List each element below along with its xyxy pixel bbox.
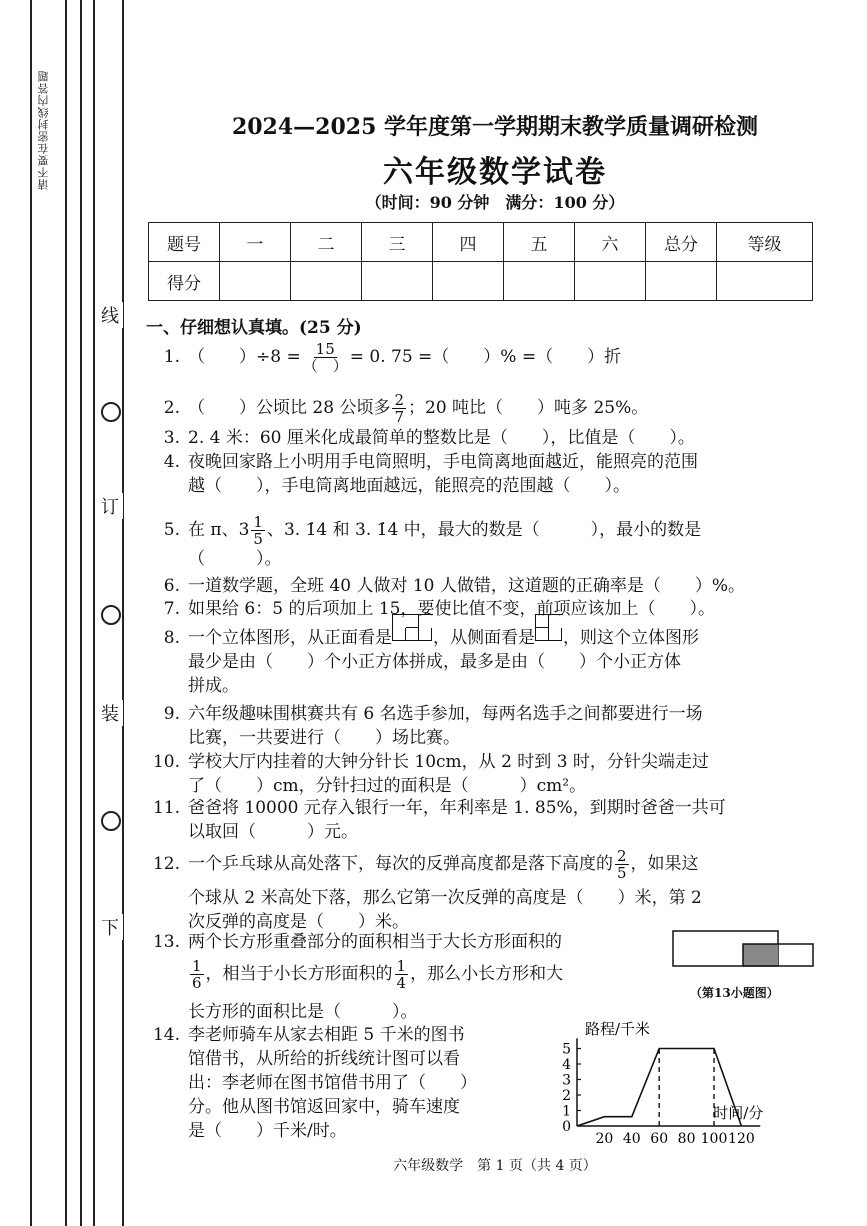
question-text: 2. 4 米：60 厘米化成最简单的整数比是（ ），比值是（ ）。 (188, 428, 695, 448)
x-axis-label: 时间/分 (713, 1104, 764, 1122)
question-13-cont (150, 958, 563, 991)
question-text: 比赛，一共要进行（ ）场比赛。 (188, 728, 460, 748)
score-table-cell: 得分 (149, 262, 220, 301)
question-number: 2. (163, 398, 180, 418)
question-text: 最少是由（ ）个小正方体拼成，最多是由（ ）个小正方体 (188, 652, 681, 672)
fraction-numerator: 1 (192, 957, 202, 975)
margin-note: 请不要在密封线内答题 (37, 70, 50, 190)
question-text: ，那么小长方形和大 (410, 964, 564, 984)
fraction (303, 341, 348, 374)
score-table-blank[interactable] (220, 262, 291, 301)
binding-line-1 (30, 0, 32, 1226)
question-9 (150, 702, 703, 750)
fraction-numerator: 1 (253, 513, 263, 531)
page-footer: 六年级数学 第 1 页（共 4 页） (393, 1158, 597, 1174)
question-14 (150, 1023, 477, 1143)
question-text: 爸爸将 10000 元存入银行一年，年利率是 1. 85%，到期时爸爸一共可 (188, 798, 726, 818)
y-tick-label: 3 (562, 1072, 571, 1089)
fraction-denominator: （ ） (302, 357, 348, 375)
score-table-cell: 二 (291, 223, 362, 262)
question-8 (150, 626, 699, 698)
fraction-numerator: 15 (315, 340, 335, 358)
y-axis-label: 路程/千米 (585, 1020, 651, 1038)
exam-time-score: （时间：90 分钟 满分：100 分） (365, 193, 625, 212)
question-number: 10. (152, 752, 180, 772)
figure-caption: （第13小题图） (690, 986, 779, 1000)
fraction-denominator: 4 (396, 974, 407, 992)
score-table-blank[interactable] (575, 262, 646, 301)
question-number: 5. (163, 520, 180, 540)
y-tick-label: 5 (562, 1041, 571, 1058)
x-tick-label: 100 (700, 1131, 728, 1147)
question-text: 两个长方形重叠部分的面积相当于大长方形面积的 (188, 932, 562, 952)
question-10 (150, 750, 709, 798)
question-text: 拼成。 (188, 676, 239, 696)
question-text: 个球从 2 米高处下落，那么它第一次反弹的高度是（ ）米，第 2 (188, 888, 702, 908)
margin-circle-1 (101, 402, 121, 422)
x-tick-label: 20 (595, 1131, 614, 1147)
score-table-cell: 总分 (646, 223, 717, 262)
margin-circle-2 (101, 605, 121, 625)
question-number: 8. (163, 628, 180, 648)
question-text: 以取回（ ）元。 (188, 822, 358, 842)
question-text: 次反弹的高度是（ ）米。 (188, 912, 409, 932)
binding-line-5 (122, 0, 124, 1226)
x-tick-label: 40 (622, 1131, 641, 1147)
score-table-cell: 六 (575, 223, 646, 262)
x-tick-label: 60 (650, 1131, 669, 1147)
fraction (251, 514, 265, 547)
score-table-cell: 一 (220, 223, 291, 262)
fraction-denominator: 5 (617, 864, 627, 882)
question-13 (150, 930, 562, 954)
question-2 (150, 392, 648, 425)
question-text: 越（ ），手电筒离地面越远，能照亮的范围越（ ）。 (188, 476, 630, 496)
score-table-blank[interactable] (646, 262, 717, 301)
distance-time-chart (555, 1018, 820, 1153)
question-text: 长方形的面积比是（ ）。 (188, 1002, 418, 1022)
section-heading: 一、仔细想认真填。(25 分) (146, 318, 362, 338)
question-number: 11. (152, 798, 180, 818)
fraction (190, 958, 204, 991)
question-number: 12. (152, 854, 180, 874)
fraction (395, 958, 409, 991)
side-view-icon (535, 614, 563, 641)
fraction-numerator: 2 (617, 847, 627, 865)
fraction-denominator: 7 (394, 408, 404, 426)
question-text: 了（ ）cm，分针扫过的面积是（ ）cm²。 (188, 776, 587, 796)
question-text: 一个乒乓球从高处落下，每次的反弹高度都是落下高度的 (188, 854, 613, 874)
question-text: ；20 吨比（ ）吨多 25%。 (408, 398, 649, 418)
question-text: ，从侧面看是 (433, 628, 535, 648)
question-text: 分。他从图书馆返回家中，骑车速度 (188, 1097, 460, 1117)
y-tick-label: 0 (562, 1119, 571, 1135)
question-text: ，如果这 (630, 854, 699, 874)
question-number: 4. (163, 452, 180, 472)
question-text: 学校大厅内挂着的大钟分针长 10cm，从 2 时到 3 时，分针尖端走过 (188, 752, 709, 772)
question-12-cont (150, 886, 702, 934)
question-12 (150, 848, 699, 881)
x-tick-label: 120 (728, 1131, 755, 1147)
question-text: 出：李老师在图书馆借书用了（ ） (188, 1073, 477, 1093)
question-text: 馆借书，从所给的折线统计图可以看 (188, 1049, 460, 1069)
question-text: = 0. 75 =（ ）% =（ ）折 (349, 347, 622, 367)
y-tick-label: 2 (562, 1088, 571, 1104)
front-view-icon (392, 614, 433, 641)
score-table-blank[interactable] (362, 262, 433, 301)
margin-circle-3 (101, 811, 121, 831)
question-text: （ ）。 (188, 549, 282, 569)
fraction (392, 392, 406, 425)
question-text: 六年级趣味围棋赛共有 6 名选手参加，每两名选手之间都要进行一场 (188, 704, 703, 724)
question-number: 7. (163, 599, 180, 619)
score-table (148, 222, 813, 301)
fraction (615, 848, 629, 881)
question-text: 、3. 1̇4 和 3. 1̇4̇ 中，最大的数是（ ），最小的数是 (266, 520, 702, 540)
question-13-cont2 (150, 1000, 418, 1024)
question-text: （ ）÷8 = (188, 347, 301, 367)
score-table-cell: 三 (362, 223, 433, 262)
question-text: 夜晚回家路上小明用手电筒照明，手电筒离地面越近，能照亮的范围 (188, 452, 698, 472)
binding-line-4 (93, 0, 95, 1226)
question-3 (150, 426, 695, 450)
score-table-header-row (149, 223, 813, 262)
exam-subject-title: 六年级数学试卷 (383, 155, 607, 190)
fraction-numerator: 1 (396, 957, 407, 975)
score-table-blank[interactable] (433, 262, 504, 301)
question-number: 13. (152, 932, 180, 952)
question-text: ，相当于小长方形面积的 (205, 964, 393, 984)
question-text: （ ）公顷比 28 公顷多 (188, 398, 391, 418)
margin-char-zhuang: 装 (97, 700, 123, 726)
exam-title: 2024—2025 学年度第一学期期末教学质量调研检测 (231, 114, 759, 140)
question-text: 是（ ）千米/时。 (188, 1121, 347, 1141)
score-table-blank[interactable] (717, 262, 813, 301)
overlap-region (743, 944, 778, 966)
fraction-numerator: 2 (394, 391, 404, 409)
binding-line-2 (65, 0, 67, 1226)
question-1 (150, 341, 621, 374)
question-text: 李老师骑车从家去相距 5 千米的图书 (188, 1025, 465, 1045)
margin-char-xian: 线 (97, 302, 123, 328)
score-table-blank[interactable] (291, 262, 362, 301)
question-number: 14. (152, 1025, 180, 1045)
question-5 (150, 514, 701, 571)
rectangles-figure (668, 926, 818, 976)
question-number: 9. (163, 704, 180, 724)
question-text: ，则这个立体图形 (563, 628, 699, 648)
margin-char-xia: 下 (97, 914, 123, 940)
question-text: 一道数学题，全班 40 人做对 10 人做错，这道题的正确率是（ ）%。 (188, 576, 746, 596)
question-text: 在 π、3 (188, 520, 250, 540)
score-table-cell: 四 (433, 223, 504, 262)
binding-line-3 (80, 0, 82, 1226)
y-tick-label: 4 (562, 1057, 571, 1073)
score-table-cell: 五 (504, 223, 575, 262)
score-table-score-row (149, 262, 813, 301)
question-text: 如果给 6：5 的后项加上 15，要使比值不变，前项应该加上（ ）。 (188, 599, 715, 619)
question-4 (150, 450, 698, 498)
score-table-cell: 题号 (149, 223, 220, 262)
y-tick-label: 1 (562, 1103, 571, 1120)
question-text: 一个立体图形，从正面看是 (188, 628, 392, 648)
question-number: 1. (163, 347, 180, 367)
question-number: 6. (163, 576, 180, 596)
x-tick-label: 80 (677, 1131, 696, 1147)
question-11 (150, 796, 726, 844)
question-number: 3. (163, 428, 180, 448)
fraction-denominator: 6 (192, 974, 202, 992)
question-6 (150, 574, 745, 598)
score-table-blank[interactable] (504, 262, 575, 301)
margin-char-ding: 订 (97, 493, 123, 519)
score-table-cell: 等级 (717, 223, 813, 262)
fraction-denominator: 5 (253, 530, 263, 548)
